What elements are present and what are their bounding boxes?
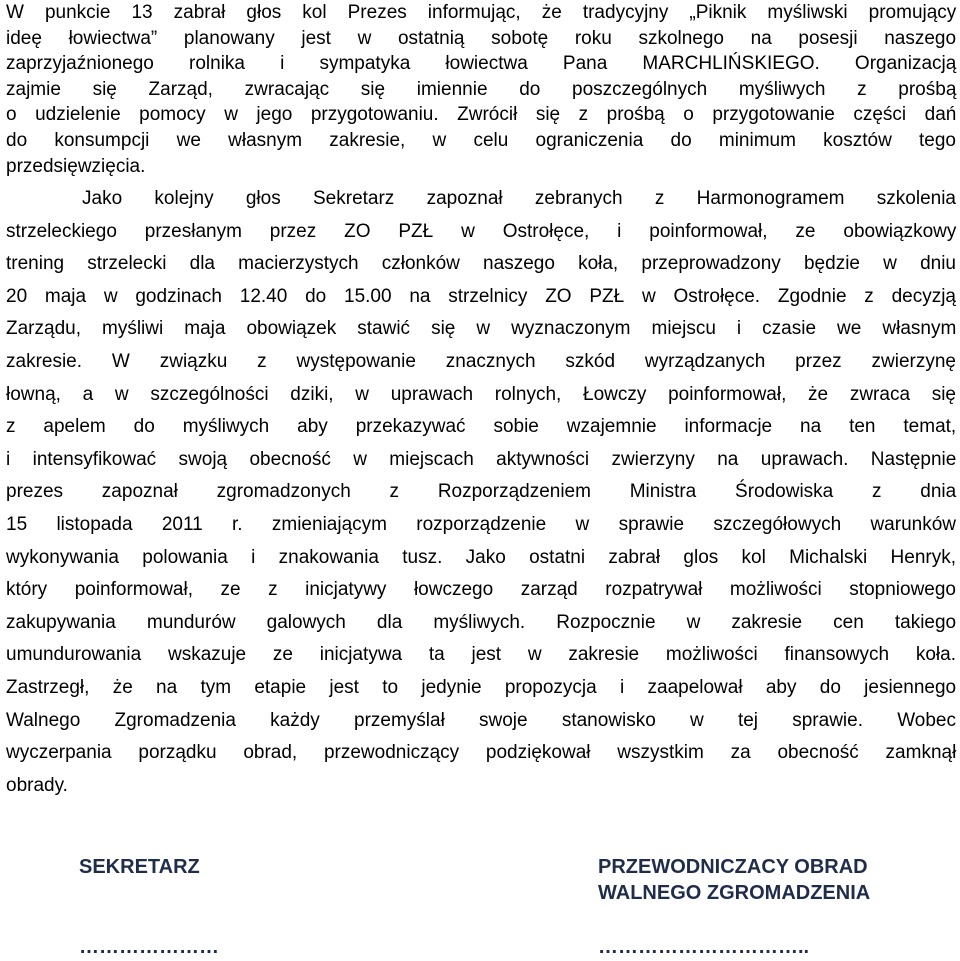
text-line: do konsumpcji we własnym zakresie, w celu ograniczenia do minimum kosztów tego: [6, 129, 956, 151]
text-line: SEKRETARZ: [79, 856, 200, 878]
text-line: o udzielenie pomocy w jego przygotowaniu. Zwrócił się z prośbą o przygotowanie części dań: [6, 104, 957, 126]
text-line: Zastrzegł, że na tym etapie jest to jedynie propozycja i zaapelował aby do jesiennego: [6, 676, 957, 698]
text-line: obrady.: [6, 774, 68, 796]
text-line: 15 listopada 2011 r. zmieniającym rozporządzenie w sprawie szczegółowych warunków: [6, 513, 956, 535]
text-line: który poinformował, ze z inicjatywy łowczego zarząd rozpatrywał możliwości stopniowego: [6, 579, 956, 601]
text-line: umundurowania wskazuje ze inicjatywa ta jest w zakresie możliwości finansowych koła.: [6, 644, 956, 666]
text-line: z apelem do myśliwych aby przekazywać sobie wzajemnie informacje na ten temat,: [6, 416, 957, 438]
text-line: zajmie się Zarząd, zwracając się imiennie do poszczególnych myśliwych z prośbą: [6, 78, 957, 100]
text-line: Zarządu, myśliwi maja obowiązek stawić się w wyznaczonym miejscu i czasie we własnym: [6, 318, 957, 340]
text-line: łowną, a w szczególności dziki, w uprawach rolnych, Łowczy poinformował, że zwraca się: [6, 383, 956, 405]
text-line: 20 maja w godzinach 12.40 do 15.00 na strzelnicy ZO PZŁ w Ostrołęce. Zgodnie z decyzją: [6, 285, 956, 307]
text-line: W punkcie 13 zabrał głos kol Prezes informując, że tradycyjny „Piknik myśliwski promujący: [6, 2, 957, 23]
text-line: Walnego Zgromadzenia każdy przemyślał swoje stanowisko w tej sprawie. Wobec: [6, 709, 956, 731]
text-line: strzeleckiego przesłanym przez ZO PZŁ w Ostrołęce, i poinformował, ze obowiązkowy: [6, 220, 957, 242]
text-line: prezes zapoznał zgromadzonych z Rozporządzeniem Ministra Środowiska z dnia: [6, 481, 957, 503]
text-line: trening strzelecki dla macierzystych członków naszego koła, przeprowadzony będzie w dniu: [6, 253, 956, 275]
text-line: PRZEWODNICZACY OBRAD: [598, 856, 868, 878]
chairman-signature-title: [598, 854, 870, 906]
text-line: ideę łowiectwa” planowany jest w ostatnią sobotę roku szkolnego na posesji naszego: [6, 27, 957, 49]
text-line: i intensyfikować swoją obecność w miejscach aktywności zwierzyny na uprawach. Następnie: [6, 448, 957, 470]
text-line: WALNEGO ZGROMADZENIA: [598, 882, 871, 904]
text-line: wykonywania polowania i znakowania tusz. Jako ostatni zabrał glos kol Michalski Henryk,: [6, 546, 956, 568]
secretary-signature-title: [79, 854, 200, 880]
chairman-signature-line: …………………………..: [598, 936, 810, 958]
text-line: wyczerpania porządku obrad, przewodniczący podziękował wszystkim za obecność zamknął: [6, 742, 957, 764]
text-line: zakresie. W związku z występowanie znacznych szkód wyrządzanych przez zwierzynę: [6, 350, 956, 372]
text-line: przedsięwzięcia.: [6, 155, 146, 177]
text-line: zakupywania mundurów galowych dla myśliwych. Rozpocznie w zakresie cen takiego: [6, 611, 957, 633]
text-line: Jako kolejny głos Sekretarz zapoznał zebranych z Harmonogramem szkolenia: [82, 188, 956, 209]
paragraph-picnic: [6, 0, 956, 179]
paragraph-training: [6, 183, 956, 802]
text-line: zaprzyjaźnionego rolnika i sympatyka łowiectwa Pana MARCHLIŃSKIEGO. Organizacją: [6, 53, 957, 75]
secretary-signature-line: …………………: [79, 936, 219, 958]
